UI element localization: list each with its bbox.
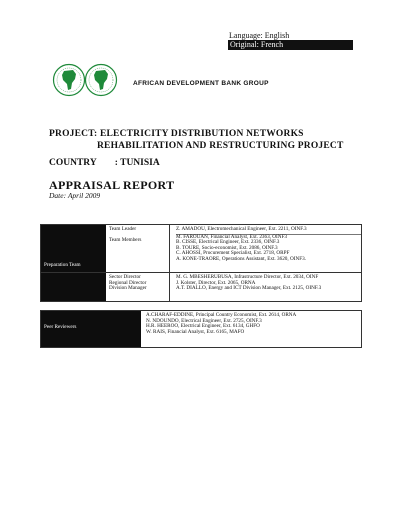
peer-reviewers-caption: Peer Reviewers [44, 324, 77, 330]
language-label: Language: English [229, 31, 290, 40]
project-title-line1: PROJECT: ELECTRICITY DISTRIBUTION NETWORKS [49, 129, 304, 139]
africa-logo-icon-left [54, 65, 85, 96]
peer-reviewer: A.CHARAF-EDDINE, Principal Country Economist, Ext. 2614, ORNA [146, 312, 297, 318]
team-table [40, 224, 362, 348]
director-value: M. G. MBESHERUBUSA, Infrastructure Director, Ext. 2034, OINF [176, 274, 319, 280]
director-label: Regional Director [109, 279, 147, 286]
team-member: C. AHOSSI, Procurement Specialist, Ext. 2718, ORPF [176, 250, 290, 257]
preparation-team-caption: Preparation Team [44, 262, 81, 269]
peer-reviewer: H.R. HEEROO, Electrical Engineer, Ext. 6134, GHFO [146, 323, 260, 330]
bank-name: AFRICAN DEVELOPMENT BANK GROUP [133, 80, 269, 87]
directors-band [41, 273, 106, 301]
director-value: A.T. DIALLO, Energy and ICT Division Manager, Ext. 2125, OINF.3 [176, 285, 322, 292]
team-member: A. KONE-TRAORE, Operations Assistant, Ext. 3620, OINF3. [176, 255, 306, 262]
role-labels [106, 225, 169, 272]
team-leader-value: Z. AMADOU, Electromechanical Engineer, Ext. 2211, OINF.3 [176, 226, 307, 232]
team-members-label: Team Members [109, 236, 142, 243]
director-label: Sector Director [109, 274, 141, 280]
country-value: TUNISIA [120, 158, 160, 168]
team-member: M. FAROUAN, Financial Analyst, Ext. 2363, OINF3 [176, 233, 288, 240]
director-values [169, 273, 361, 301]
report-date: Date: April 2009 [49, 191, 101, 200]
directors-row [40, 273, 362, 302]
afdb-logo [52, 63, 118, 97]
peer-reviewer: N. NDOUNDO, Electrical Engineer, Ext. 2725, OINF.3 [146, 317, 262, 324]
country-line [49, 158, 160, 168]
peer-reviewers-row [40, 310, 362, 348]
country-label: COUNTRY [49, 158, 97, 168]
preparation-team-row [40, 224, 362, 273]
africa-logo-icon-right [86, 65, 117, 96]
director-labels [106, 273, 169, 301]
director-label: Division Manager [109, 285, 147, 292]
report-title: APPRAISAL REPORT [49, 178, 175, 192]
peer-reviewers-list [141, 311, 361, 347]
preparation-team-band [41, 225, 106, 272]
team-leader-label: Team Leader [109, 226, 137, 232]
peer-reviewer: W. RAIS, Financial Analyst, Ext. 6165, MAFO [146, 328, 245, 335]
team-member: B. CISSE, Electrical Engineer, Ext. 2336, OINF.3 [176, 239, 280, 246]
original-language-label: Original: French [228, 40, 353, 50]
peer-reviewers-band [41, 311, 141, 347]
country-separator: : [114, 158, 118, 168]
role-values [169, 225, 361, 272]
project-title-line2: REHABILITATION AND RESTRUCTURING PROJECT [97, 141, 344, 151]
director-value: J. Kolster, Director, Ext. 2065, ORNA [176, 279, 256, 286]
team-member: B. TOURE, Socio-economist, Ext. 2086, OINF.3 [176, 244, 278, 251]
